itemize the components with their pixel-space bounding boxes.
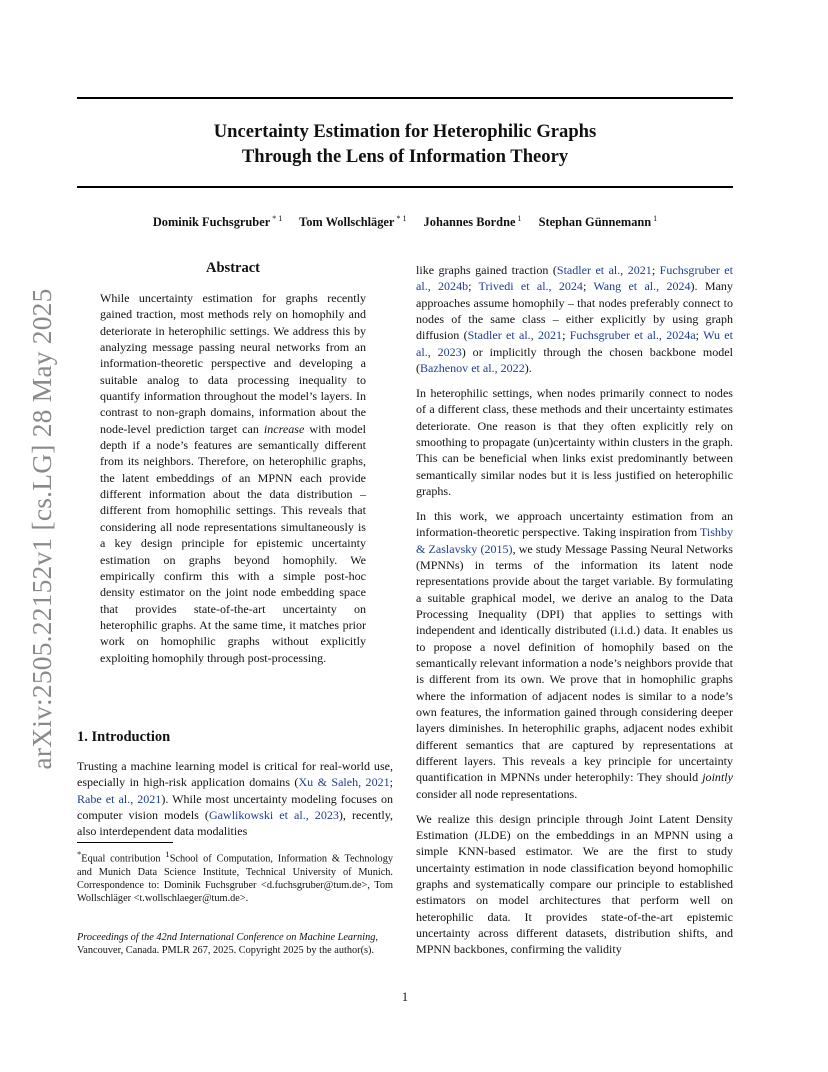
title-line-2: Through the Lens of Information Theory bbox=[241, 146, 569, 167]
footnote: *Equal contribution $^1$School of Computation, Information & Technology and Munich Data Science Institute, Technical University of Munich. Correspondence to: Dominik Fuchsgruber <d.fuchsgruber@tum.de>, Tom Wollschläger <t.wollschlaeger@tum.de>. bbox=[77, 849, 394, 905]
author-name: Stephan Günnemann bbox=[538, 215, 652, 229]
citation-link[interactable]: Xu & Saleh, 2021 bbox=[298, 775, 390, 790]
arxiv-identifier: arXiv:2505.22152v1 [cs.LG] 28 May 2025 bbox=[26, 288, 57, 770]
paper-title bbox=[77, 119, 733, 169]
proceedings-venue: Proceedings of the 42nd International Conference on Machine Learning bbox=[77, 932, 376, 943]
citation-link[interactable]: Gawlikowski et al., 2023 bbox=[208, 808, 339, 823]
citation-link[interactable]: Fuchsgruber et al., 2024b bbox=[416, 263, 733, 294]
author-name: Johannes Bordne bbox=[423, 215, 516, 229]
paragraph: We realize this design principle through Joint Latent Density Estimation (JLDE) on the embeddings in an MPNN using a simple KNN-based estimator. We are the first to study uncertainty estimation in node classification beyond homophilic graphs and systematically compare our principle to established estimators on model architectures that perform well on heterophilic data. It provides state-of-the-art epistemic uncertainty across different datasets, distribution shifts, and MPNN backbones, confirming the validity bbox=[416, 811, 733, 957]
section-heading-introduction: 1. Introduction bbox=[77, 729, 171, 745]
author-name: Dominik Fuchsgruber bbox=[152, 215, 271, 229]
introduction-text: Trusting a machine learning model is critical for real-world use, especially in high-risk application domains (Xu & Saleh, 2021; Rabe et al., 2021). While most uncertainty modeling focuses on computer vision models (Gawlikowski et al., 2023), recently, also interdependent data modalities bbox=[77, 759, 394, 839]
citation-link[interactable]: Stadler et al., 2021 bbox=[467, 328, 563, 343]
arxiv-watermark bbox=[26, 288, 58, 770]
emphasis: increase bbox=[263, 421, 305, 436]
author-name: Tom Wollschläger bbox=[299, 215, 395, 229]
proceedings-details: , Vancouver, Canada. PMLR 267, 2025. Copyright 2025 by the author(s). bbox=[77, 932, 378, 957]
citation-link[interactable]: Fuchsgruber et al., 2024a bbox=[569, 328, 696, 343]
citation-link[interactable]: Tishby & Zaslavsky (2015) bbox=[416, 525, 733, 556]
citation-link[interactable]: Rabe et al., 2021 bbox=[77, 791, 162, 806]
affiliation-mark: 1 bbox=[165, 849, 170, 859]
citation-link[interactable]: Wang et al., 2024 bbox=[593, 279, 691, 294]
abstract-body: While uncertainty estimation for graphs recently gained traction, most methods rely on homophily and deteriorate in heterophilic settings. We address this by analyzing message passing neural networks from an information-theoretic perspective and developing a suitable analog to data processing inequality to quantify information throughout the model’s layers. In contrast to non-graph domains, information about the node-level prediction target can increase with model depth if a node’s features are semantically different from its neighbors. Therefore, on heterophilic graphs, the latent embeddings of an MPNN each provide different information about the data distribution – different from homophilic settings. This reveals that considering all node representations simultaneously is a key design principle for epistemic uncertainty estimation on graphs beyond homophily. We empirically confirm this with a simple post-hoc density estimator on the joint node embedding space that provides state-of-the-art uncertainty on heterophilic graphs. At the same time, it matches prior work on homophilic graphs without explicitly exploiting homophily through post-processing. bbox=[100, 291, 366, 665]
author-list bbox=[77, 214, 733, 230]
footnote-mark: * bbox=[77, 849, 82, 859]
citation-link[interactable]: Wu et al., 2023 bbox=[416, 328, 733, 359]
author-affiliation-marks: 1 bbox=[653, 214, 658, 223]
paragraph: In heterophilic settings, when nodes primarily connect to nodes of a different class, these methods and their uncertainty estimates deteriorate. One reason is that they often explicitly rely on smoothing to propagate (un)certainty within clusters in the graph. This can be beneficial when links exist predominantly between semantically similar nodes but it is less justified on heterophilic graphs. bbox=[416, 385, 733, 498]
proceedings-note bbox=[77, 931, 393, 957]
citation-link[interactable]: Trivedi et al., 2024 bbox=[478, 279, 583, 294]
page-number: 1 bbox=[401, 990, 409, 1004]
citation-link[interactable]: Stadler et al., 2021 bbox=[556, 263, 652, 277]
abstract-heading: Abstract bbox=[206, 260, 260, 276]
paragraph: like graphs gained traction (Stadler et al., 2021; Fuchsgruber et al., 2024b; Trivedi et al., 2024; Wang et al., 2024). Many approaches assume homophily – that nodes preferably connect to nodes of the same class – either explicitly by using graph diffusion (Stadler et al., 2021; Fuchsgruber et al., 2024a; Wu et al., 2023) or implicitly through the chosen backbone model (Bazhenov et al., 2022). bbox=[416, 263, 733, 376]
emphasis: jointly bbox=[702, 770, 733, 785]
paragraph: In this work, we approach uncertainty estimation from an information-theoretic perspective. Taking inspiration from Tishby & Zaslavsky (2015), we study Message Passing Neural Networks (MPNNs) in terms of the information its latent node representations provide about the target variable. By formulating a suitable graphical model, we derive an analog to the Data Processing Inequality (DPI) that applies to settings with independent and identically distributed (i.i.d.) data. It enables us to propose a novel definition of homophily based on the semantically relevant information a node’s neighbors provide that is different from its own. We prove that in homophilic graphs where the information of adjacent nodes is similar to a node’s own features, the information gained through considering deeper layers diminishes. In heterophilic graphs, adjacent nodes exhibit different semantics that are captured by representations at different layers. This reveals a key principle for uncertainty quantification in MPNNs under heterophily: They should jointly consider all node representations. bbox=[416, 508, 733, 801]
author-affiliation-marks: * 1 bbox=[396, 214, 407, 223]
author-affiliation-marks: * 1 bbox=[272, 214, 283, 223]
right-column bbox=[416, 262, 733, 966]
author-affiliation-marks: 1 bbox=[517, 214, 522, 223]
footnote-rule bbox=[77, 842, 173, 843]
top-rule bbox=[77, 97, 733, 99]
title-bottom-rule bbox=[77, 186, 733, 188]
citation-link[interactable]: Bazhenov et al., 2022 bbox=[420, 361, 525, 376]
title-line-1: Uncertainty Estimation for Heterophilic Graphs bbox=[213, 121, 597, 142]
